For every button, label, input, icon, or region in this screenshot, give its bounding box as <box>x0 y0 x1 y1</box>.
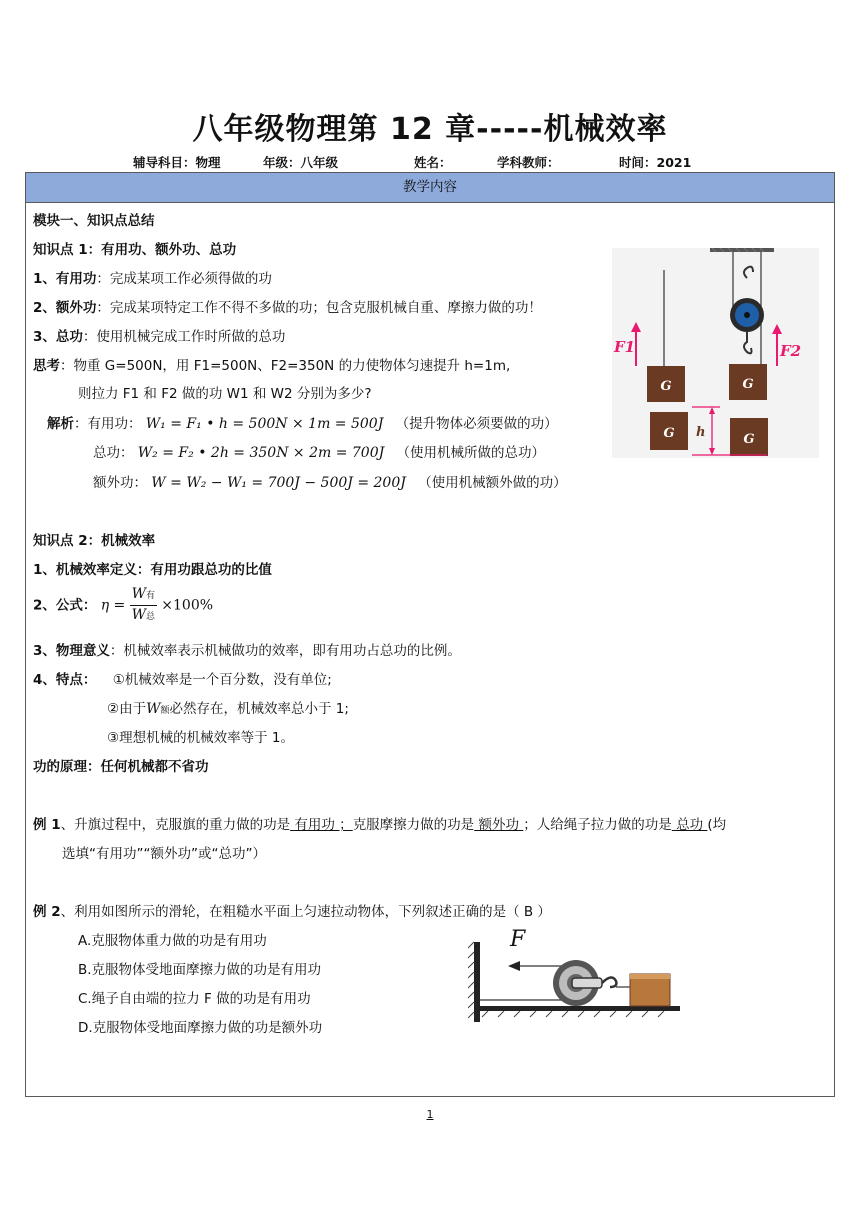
answer-2-formula: W₂ = F₂ • 2h = 350N × 2m = 700J <box>137 445 385 461</box>
wall <box>474 942 480 1022</box>
pulley-hook <box>602 977 616 987</box>
example-2-text: 、利用如图所示的滑轮，在粗糙水平面上匀速拉动物体，下列叙述正确的是（ B ） <box>60 904 551 920</box>
answer-3-formula: W = W₂ − W₁ = 700J − 500J = 200J <box>151 475 406 491</box>
module-title: 模块一、知识点总结 <box>33 213 155 229</box>
answer-3-label: 额外功： <box>93 475 147 491</box>
example-1-blank-2: 额外功 <box>474 817 524 833</box>
example-1-line-2: 选填“有用功”“额外功”或“总功”） <box>62 846 266 862</box>
kp2-item-4-label: 4、特点： <box>33 672 97 688</box>
formula-tail: ×100% <box>161 597 214 614</box>
kp1-item-3-label: 3、总功 <box>33 329 83 345</box>
answer-1-note: （提升物体必须要做的功） <box>395 416 558 432</box>
feature-1: ①机械效率是一个百分数，没有单位; <box>112 672 332 688</box>
block-g2-label: G <box>742 377 754 392</box>
formula-fraction <box>130 585 157 626</box>
example-2-stem <box>33 902 551 922</box>
principle-label: 功的原理 <box>33 759 87 775</box>
think-label: 思考 <box>33 358 60 374</box>
meta-grade: 年级：八年级 <box>263 155 339 170</box>
example-2-label: 例 2 <box>33 904 61 920</box>
answer-3-note: （使用机械额外做的功） <box>418 475 567 491</box>
kp2-item-4 <box>33 670 332 690</box>
answer-2-note: （使用机械所做的总功） <box>396 445 546 461</box>
example-1-text-3: ；人给绳子拉力做的功是 <box>523 817 672 833</box>
force-label: F <box>510 927 526 952</box>
block-top <box>630 974 670 979</box>
kp1-item-2-text: ：完成某项特定工作不得不多做的功；包含克服机械自重、摩擦力做的功！ <box>96 300 542 316</box>
feature-2-b: 必然存在，机械效率总小于 1; <box>169 701 349 717</box>
meta-teacher: 学科教师： <box>497 155 560 170</box>
feature-2-w: W <box>146 701 161 717</box>
example-2-option-d: D.克服物体受地面摩擦力做的功是额外功 <box>78 1020 323 1036</box>
meta-subject: 辅导科目：物理 <box>133 155 221 170</box>
feature-2-sub: 额 <box>160 706 170 716</box>
kp2-item-3 <box>33 641 461 661</box>
answer-line-2 <box>93 443 545 463</box>
kp1-item-1-text: ：完成某项工作必须得做的功 <box>96 271 272 287</box>
kp1-item-2-label: 2、额外功 <box>33 300 97 316</box>
pulley-bracket <box>572 978 602 988</box>
example-1-blank-3: 总功 <box>671 817 708 833</box>
kp1-item-2 <box>33 298 542 318</box>
example-1-blank-1: 有用功 ； <box>290 817 353 833</box>
principle-line <box>33 757 209 777</box>
feature-2-a: ②由于 <box>107 701 147 717</box>
example-1-label: 例 1 <box>33 817 61 833</box>
ground <box>480 1006 680 1011</box>
example-2-option-c: C.绳子自由端的拉力 F 做的功是有用功 <box>78 991 311 1007</box>
answer-1-formula: W₁ = F₁ • h = 500N × 1m = 500J <box>145 416 384 432</box>
kp1-item-1 <box>33 269 272 289</box>
block-g1-label: G <box>660 379 672 394</box>
answer-label: 解析 <box>47 416 74 432</box>
force-arrow-head <box>508 961 520 971</box>
formula-label: 2、公式： <box>33 597 97 614</box>
think-line-2: 则拉力 F1 和 F2 做的功 W1 和 W2 分别为多少? <box>78 386 372 402</box>
document-title: 八年级物理第 12 章-----机械效率 <box>192 112 668 147</box>
example-1-text-4: (均 <box>707 817 727 833</box>
kp1-item-3 <box>33 327 285 347</box>
table-header: 教学内容 <box>26 173 834 203</box>
f1-label: F1 <box>614 338 636 356</box>
kp1-item-1-label: 1、有用功 <box>33 271 97 287</box>
formula-denominator: W <box>131 607 146 623</box>
ground-hatch <box>482 1011 664 1017</box>
example-2-option-b: B.克服物体受地面摩擦力做的功是有用功 <box>78 962 322 978</box>
kp2-item-3-text: ：机械效率表示机械做功的效率，即有用功占总功的比例。 <box>109 643 461 659</box>
think-text: ：物重 G=500N，用 F1=500N、F2=350N 的力使物体匀速提升 h=1m, <box>60 358 511 374</box>
kp1-item-3-text: ：使用机械完成工作时所做的总功 <box>82 329 286 345</box>
example-2-option-a: A.克服物体重力做的功是有用功 <box>78 933 267 949</box>
answer-line-1 <box>47 414 558 434</box>
ceiling <box>710 248 774 252</box>
pulley-axle <box>744 312 750 318</box>
formula-denominator-sub: 总 <box>145 612 155 622</box>
feature-3: ③理想机械的机械效率等于 1。 <box>107 730 294 746</box>
kp2-title: 知识点 2：机械效率 <box>33 533 156 549</box>
horizontal-pulley-figure <box>468 920 684 1026</box>
think-line <box>33 356 510 376</box>
pulley-figure <box>612 248 819 458</box>
example-1-text-1: 、升旗过程中，克服旗的重力做的功是 <box>60 817 291 833</box>
formula-numerator-sub: 有 <box>145 591 155 601</box>
meta-name: 姓名： <box>414 155 452 170</box>
wall-hatch <box>468 942 474 1018</box>
kp1-title: 知识点 1：有用功、额外功、总功 <box>33 242 237 258</box>
answer-2-label: 总功： <box>93 445 134 461</box>
principle-text: ：任何机械都不省功 <box>87 759 209 775</box>
kp2-item-2 <box>33 585 213 626</box>
example-1-text-2: 克服摩擦力做的功是 <box>352 817 475 833</box>
block-g4-label: G <box>743 432 755 447</box>
example-1-line <box>33 815 726 835</box>
meta-time: 时间：2021 <box>619 155 692 170</box>
formula-eta: η = <box>100 597 126 614</box>
kp2-item-3-label: 3、物理意义 <box>33 643 110 659</box>
formula-numerator: W <box>131 586 146 602</box>
block-g3-label: G <box>663 426 675 441</box>
page-number: 1 <box>426 1108 434 1121</box>
kp2-item-1: 1、机械效率定义：有用功跟总功的比值 <box>33 562 272 578</box>
f2-label: F2 <box>780 342 802 360</box>
answer-1-label: ：有用功： <box>74 416 142 432</box>
answer-line-3 <box>93 473 567 493</box>
feature-2 <box>107 699 349 721</box>
h-label: h <box>696 425 706 440</box>
